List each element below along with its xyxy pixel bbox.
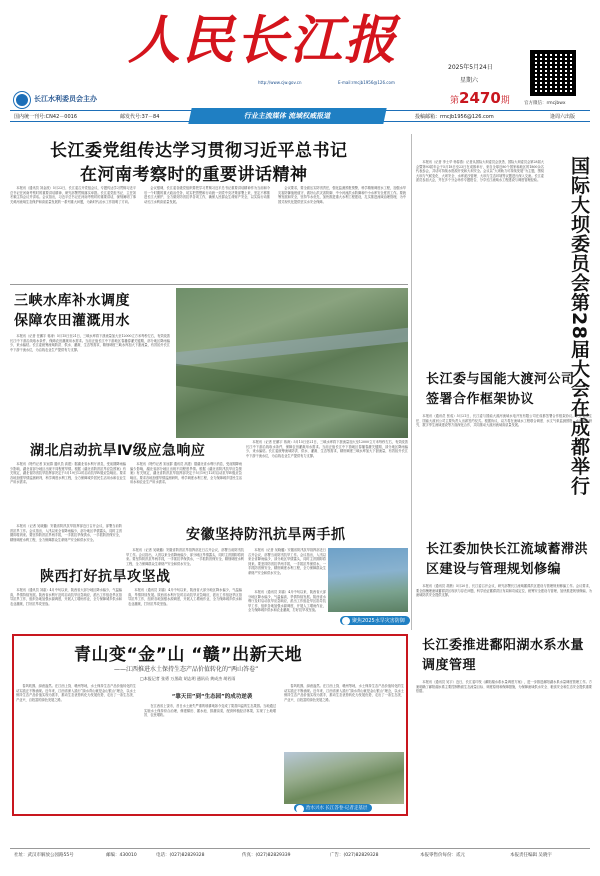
disaster-prevention-caption [340,616,410,625]
feature-caption-text: 治水兴水 长江答卷·记者走基层 [306,806,368,811]
lead-headline-1: 长江委党组传达学习贯彻习近平总书记 [50,141,348,161]
footer-editor: 本报责任编辑 吴晓宇 [510,853,552,858]
anhui-body-left: 本报讯（记者 吴晓璐）安徽省防汛抗旱指挥部近日召开会议，部署当前防汛抗旱工作。会议指出，入汛以来全省降雨偏少，部分地区旱情露头，同时主汛期即将到来。要坚持防汛抗旱两手抓，一手抓抗旱保供水，一手抓防汛保安全，精细调度水利工程，全力保障群众生命财产安全和供水安全。 [10,524,122,542]
feature-subheadline: ——江西推进水土保持生态产品价值转化的“两山答卷” [114,666,259,673]
feature-sidebar-box [144,690,276,814]
poyang-headline: 长江委推进鄱阳湖水系水量调度管理 [422,638,585,673]
lead-article [10,134,408,282]
feature-box-body: 在江西省上饶市，昔日水土流失严重的坡耕地如今变成了果香四溢的生态果园。当地通过实施水土保持综合治理，修建梯田、蓄水池、排灌沟渠，配套种植经济林果，实现了土地增效、农民增收。 [144,704,276,718]
storage-body: 本报讯（通讯员 胡晨）5月20日，长江委召开会议，研究部署长江流域蓄滞洪区建设与管理规划修编工作。会议要求，要全面梳理流域蓄滞洪区现状与存在问题，科学论证蓄滞洪区布局和功能定位，统筹安全建设与管理，加快推进规划修编，为流域防洪安全提供支撑。 [416,584,592,598]
info-strip [10,110,590,122]
reservoir-body: 本报讯（记者 任鹏宇 蒋涛）5月15日至21日，三峡水库将下泄流量加大至12000立方米每秒左右，有效改善长江中下游沿线取水条件，保障农田灌溉用水需求。当前正值长江中下游地区春播春灌关键期，部分地区降雨偏少，来水偏枯。长江委统筹流域防洪、供水、灌溉、生态等需求，精细调度三峡水库加大下泄流量，有效抬升长江中下游干流水位，为沿线农业生产提供有力支撑。 [10,334,170,352]
issue-number: 2470 [459,89,501,107]
cn-number: 国内统一刊号:CN42－0016 [14,114,78,120]
lead-body-col-3: 会议要求，要全面压实防汛责任，强化监测预报预警，科学精细调度水工程，加强水旱灾害防御值班值守，做好山洪灾害防御、中小河流洪水防御和中小水库安全度汛工作。要统筹发展和安全，坚持节水优先，加快推进重大水利工程建设，扎实推进流域治理管理，为中国式现代化提供坚实水安全保障。 [278,186,406,204]
storage-headline: 长江委加快长江流域蓄滞洪区建设与管理规划修编 [426,542,589,577]
wechat-label: 官方微信：rmcjbwx [524,101,566,106]
contribute-email: 投稿邮箱：rmcjb1956@126.com [415,114,494,120]
guoneng-body: 本报讯（通讯员 张成）5月21日，长江委与国能大渡河流域水电开发有限公司在成都签署合作框架协议。长江委副主任、国能大渡河公司主要负责人出席签约仪式。根据协议，双方将在流域水工程联合调度、水文气象监测预报、水库泥沙研究、数字孪生流域建设等方面深化合作，共同推动大渡河流域高质量发展。 [416,414,592,428]
poyang-body: 本报讯（通讯员 吴宇）近日，长江委印发《鄱阳湖水系水量调度方案》，进一步推进鄱阳湖水系水量调度管理工作。方案明确了鄱阳湖水系主要控制断面生态流量目标、调度原则和保障措施，为保障流域供水安全、粮食安全和生态安全提供重要依据。 [416,680,592,694]
shaanxi-body-col-2: 本报讯（通讯员 刘嘉）4月中旬以来，陕西省大部分地区降水偏少，气温偏高，旱情持续发展。陕西省水利厅及时启动抗旱应急响应，派出工作组赴旱区指导抗旱工作，组织各地加强水源调度，开展人工增雨作业，全力保障城乡供水和农业灌溉，打好抗旱攻坚战。 [128,588,242,606]
feature-box [12,634,408,816]
footer-fax: 传真：(027)82829339 [242,853,291,858]
shaanxi-body-col-1: 本报讯（通讯员 刘嘉）4月中旬以来，陕西省大部分地区降水偏少，气温偏高，旱情持续发展。陕西省水利厅及时启动抗旱应急响应，派出工作组赴旱区指导抗旱工作，组织各地加强水源调度，开展人工增雨作业，全力保障城乡供水和农业灌溉，打好抗旱攻坚战。 [10,588,122,606]
storage-article [414,510,594,630]
anhui-body-col-3: 本报讯（记者 吴晓璐）安徽省防汛抗旱指挥部近日召开会议，部署当前防汛抗旱工作。会议指出，入汛以来全省降雨偏少，部分地区旱情露头，同时主汛期即将到来。要坚持防汛抗旱两手抓，一手抓抗旱保供水，一手抓防汛保安全，精细调度水利工程，全力保障群众生命财产安全和供水安全。 [248,548,326,575]
guoneng-headline: 长江委与国能大渡河公司签署合作框架协议 [426,372,575,407]
dam-photo [328,548,408,612]
poyang-article [414,634,594,816]
caption-dot-icon [296,805,304,813]
shaanxi-headline: 陕西打好抗旱攻坚战 [40,569,171,585]
hubei-headline: 湖北启动抗旱Ⅳ级应急响应 [30,443,206,459]
irrigation-photo [176,288,408,438]
feature-byline: □本报记者 张勇 万黑政 胡志明 通讯员 黄成杰 胡若雨 [140,676,236,681]
caption-dot-icon [342,617,350,625]
feature-box-title: “靠天田”到“生态园”的成功逆袭 [171,694,253,700]
anhui-body-col-2: 本报讯（记者 吴晓璐）安徽省防汛抗旱指挥部近日召开会议，部署当前防汛抗旱工作。会议指出，入汛以来全省降雨偏少，部分地区旱情露头，同时主汛期即将到来。要坚持防汛抗旱两手抓，一手抓抗旱保供水，一手抓防汛保安全，精细调度水利工程，全力保障群众生命财产安全和供水安全。 [126,548,244,566]
slogan-banner: 行业主流媒体 流域权威报道 [188,108,386,124]
feature-body-col-1: 春风吹拂，绿意盎然。在江西上饶、赣州等地，水土保持生态产品价值转化的生动实践正不断涌现。近年来，江西省深入践行“绿水青山就是金山银山”理念，以水土保持生态产品价值实现为抓手，推动生态优势转化为发展优势，走出了一条生态美、产业兴、百姓富的绿色发展之路。 [16,684,136,702]
footer [10,848,590,862]
footer-postcode: 邮编：430010 [106,853,137,858]
qr-code-icon[interactable] [530,50,576,96]
footer-ad: 广告：(027)82829328 [330,853,379,858]
photo-river-band [176,328,408,366]
edition-note: 逢周六出版 [550,114,576,120]
reservoir-headline-1: 三峡水库补水调度 [14,293,130,309]
sponsor-label: 长江水利委员会主办 [34,95,97,103]
issue-suffix: 期 [500,96,510,106]
feature-headline: 青山变“金”山 “赣”出新天地 [74,645,303,665]
icold-headline: 国际大坝委员会第28届大会在成都举行 [568,156,590,496]
issue-weekday: 星期六 [460,77,479,84]
footer-phone: 电话：(027)82829328 [156,853,205,858]
issue-number-block [450,88,510,107]
cjw-logo [14,92,30,108]
issue-prefix: 第 [450,96,460,106]
reservoir-article [10,288,170,428]
dam-photo-text: 本报讯（通讯员 刘嘉）4月中旬以来，陕西省大部分地区降水偏少，气温偏高，旱情持续发展。陕西省水利厅及时启动抗旱应急响应，派出工作组赴旱区指导抗旱工作，组织各地加强水源调度，开展人工增雨作业，全力保障城乡供水和农业灌溉，打好抗旱攻坚战。 [248,590,326,613]
lead-body-col-1: 本报讯（通讯员 刘金波）5月22日，长江委召开党组会议，专题传达学习贯彻习近平总书记在河南考察时的重要讲话精神，研究部署贯彻落实举措。长江委党组书记、主任刘冬顺主持会议并讲话。会议指出，习近平总书记在河南考察时的重要讲话，深刻阐明了事关黄河流域生态保护和高质量发展的一系列重大问题，为新时代治水工作指明了方向。 [10,186,136,204]
right-column-divider [411,134,412,630]
email-address[interactable]: E-mail:rmcjb1956@126.com [338,80,395,85]
icold-body: 本报讯（记者 李士华 杨春燕）记者从国际大坝委员会获悉，国际大坝委员会第28届大会暨第93届年会于5月18日至23日在成都举行，来自全球近80个国家和地区的1800余名代表参会，共话可持续水资源开发和大坝安全。会议以“大坝助力可持续发展”为主题，围绕大坝与气候变化、大坝安全、水库泥沙管理、大坝与生态环境等议题进行深入交流。长江委派员参加大会，并在多个分会场作专题报告，分享长江流域水工程建设与调度管理经验。 [416,160,544,183]
photo-field-band [176,364,408,419]
lead-body-col-2: 会议强调，长江委各级党组织要把学习贯彻习近平总书记重要讲话精神作为当前和今后一个时期的重大政治任务，切实把思想和行动统一到党中央决策部署上来，坚定不移推进长江大保护，全力做好防汛抗旱各项工作，确保人民群众生命财产安全，以实际行动推动长江水利高质量发展。 [144,186,270,204]
lead-headline-2: 在河南考察时的重要讲话精神 [80,165,308,185]
footer-price: 本报零售价每份：贰元 [420,853,465,858]
feature-caption [294,804,372,812]
postal-code: 邮发代号:37－84 [120,114,160,120]
website-url[interactable]: http://www.cjw.gov.cn [258,80,302,85]
issue-date: 2025年5月24日 [448,64,493,71]
hubei-body-col-1: 本报讯（特约记者 宋冠群 通讯员 高建）据湖北省水利厅消息，受前期降雨偏少影响，湖北省部分地区出现不同程度旱情。根据《湖北省防汛抗旱应急预案》有关规定，湖北省防汛抗旱指挥部决定于5月19日12时启动抗旱Ⅳ级应急响应。要求各地加强旱情监测研判，科学调度水利工程，全力保障城乡居民生活用水和农业生产用水需求。 [10,462,126,485]
feature-photo [284,752,404,804]
anhui-headline: 安徽坚持防汛抗旱两手抓 [186,527,346,543]
guoneng-article [414,368,594,504]
footer-address: 社址：武汉市解放公园路55号 [14,853,74,858]
logo-title: 人民长江报 [128,10,399,71]
irrigation-photo-text: 本报讯（记者 任鹏宇 蒋涛）5月15日至21日，三峡水库将下泄流量加大至12000立方米每秒左右，有效改善长江中下游沿线取水条件，保障农田灌溉用水需求。当前正值长江中下游地区春播春灌关键期，部分地区降雨偏少，来水偏枯。长江委统筹流域防洪、供水、灌溉、生态等需求，精细调度三峡水库加大下泄流量，有效抬升长江中下游干流水位，为沿线农业生产提供有力支撑。 [246,440,408,458]
divider [10,284,408,285]
hubei-body-col-2: 本报讯（特约记者 宋冠群 通讯员 高建）据湖北省水利厅消息，受前期降雨偏少影响，湖北省部分地区出现不同程度旱情。根据《湖北省防汛抗旱应急预案》有关规定，湖北省防汛抗旱指挥部决定于5月19日12时启动抗旱Ⅳ级应急响应。要求各地加强旱情监测研判，科学调度水利工程，全力保障城乡居民生活用水和农业生产用水需求。 [130,462,242,485]
feature-body-col-3: 春风吹拂，绿意盎然。在江西上饶、赣州等地，水土保持生态产品价值转化的生动实践正不断涌现。近年来，江西省深入践行“绿水青山就是金山银山”理念，以水土保持生态产品价值实现为抓手，推动生态优势转化为发展优势，走出了一条生态美、产业兴、百姓富的绿色发展之路。 [284,684,404,702]
disaster-prevention-caption-text: 聚焦2025水旱灾害防御 [352,618,405,624]
reservoir-headline-2: 保障农田灌溉用水 [14,313,130,329]
masthead [0,0,600,132]
